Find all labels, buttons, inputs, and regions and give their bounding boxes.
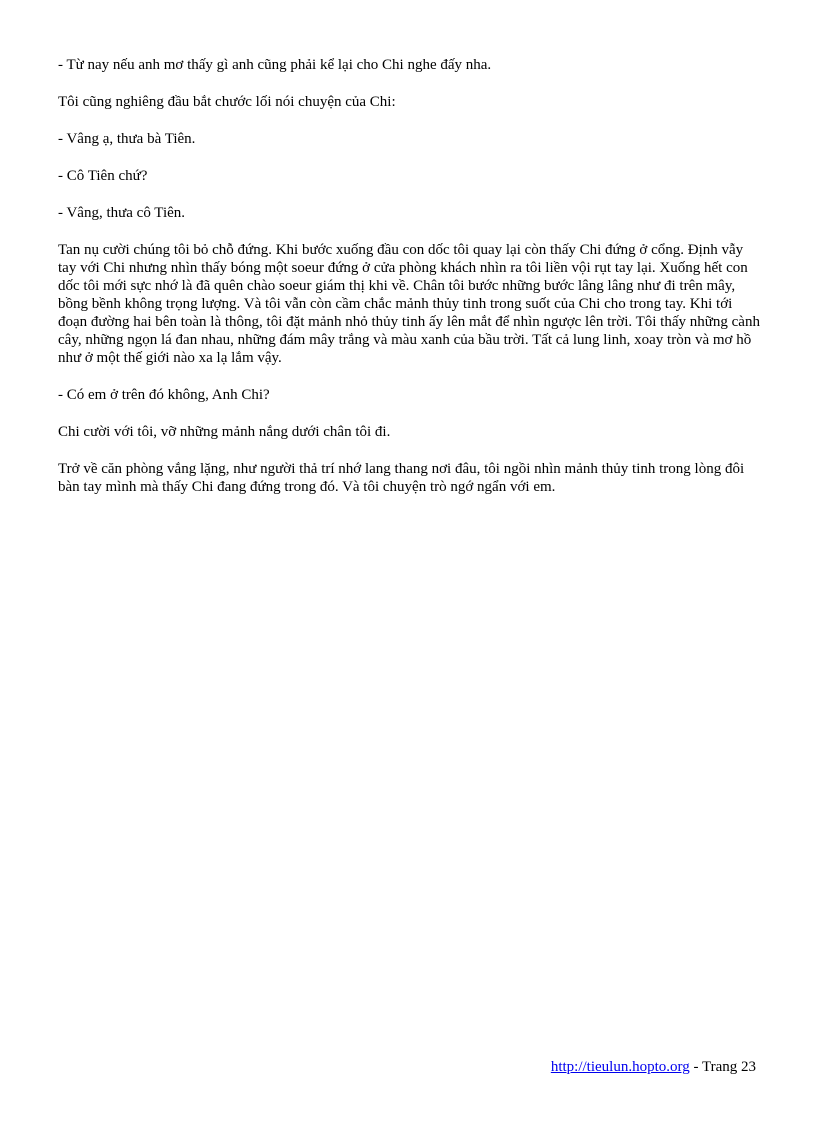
paragraph: Tan nụ cười chúng tôi bỏ chỗ đứng. Khi bước xuống đầu con dốc tôi quay lại còn thấy Chi đứng ở cổng. Định vẫy tay với Chi nhưng nhìn thấy bóng một soeur đứng ở cửa phòng khách nhìn ra tôi liền vội rụt tay lại. Xuống hết con dốc tôi mới sực nhớ là đã quên chào soeur giám thị khi về. Chân tôi bước những bước lâng lâng như đi trên mây, bồng bềnh không trọng lượng. Và tôi vẫn còn cầm chắc mảnh thủy tinh trong suốt của Chi cho trong tay. Khi tới đoạn đường hai bên toàn là thông, tôi đặt mảnh nhỏ thủy tinh ấy lên mắt để nhìn ngược lên trời. Tôi thấy những cành cây, những ngọn lá đan nhau, những đám mây trắng và màu xanh của bầu trời. Tất cả lung linh, xoay tròn và mơ hồ như ở một thế giới nào xa lạ lắm vậy. [58,242,760,366]
page-footer [551,1058,756,1076]
paragraph: Tôi cũng nghiêng đầu bắt chước lối nói chuyện của Chi: [58,94,396,110]
paragraph: - Cô Tiên chứ? [58,168,148,184]
paragraph: - Có em ở trên đó không, Anh Chi? [58,387,270,403]
paragraph: Chi cười với tôi, vỡ những mảnh nắng dưới chân tôi đi. [58,424,391,440]
footer-separator: - [689,1059,702,1075]
paragraph: - Từ nay nếu anh mơ thấy gì anh cũng phải kể lại cho Chi nghe đấy nha. [58,57,492,73]
paragraph: - Vâng ạ, thưa bà Tiên. [58,131,196,147]
paragraph: - Vâng, thưa cô Tiên. [58,205,186,221]
document-body [58,56,764,515]
source-link[interactable]: http://tieulun.hopto.org [550,1059,690,1075]
page-number: Trang 23 [701,1059,756,1075]
paragraph: Trở về căn phòng vắng lặng, như người thả trí nhớ lang thang nơi đâu, tôi ngồi nhìn mảnh thủy tinh trong lòng đôi bàn tay mình mà thấy Chi đang đứng trong đó. Và tôi chuyện trò ngớ ngẩn với em. [58,461,745,495]
